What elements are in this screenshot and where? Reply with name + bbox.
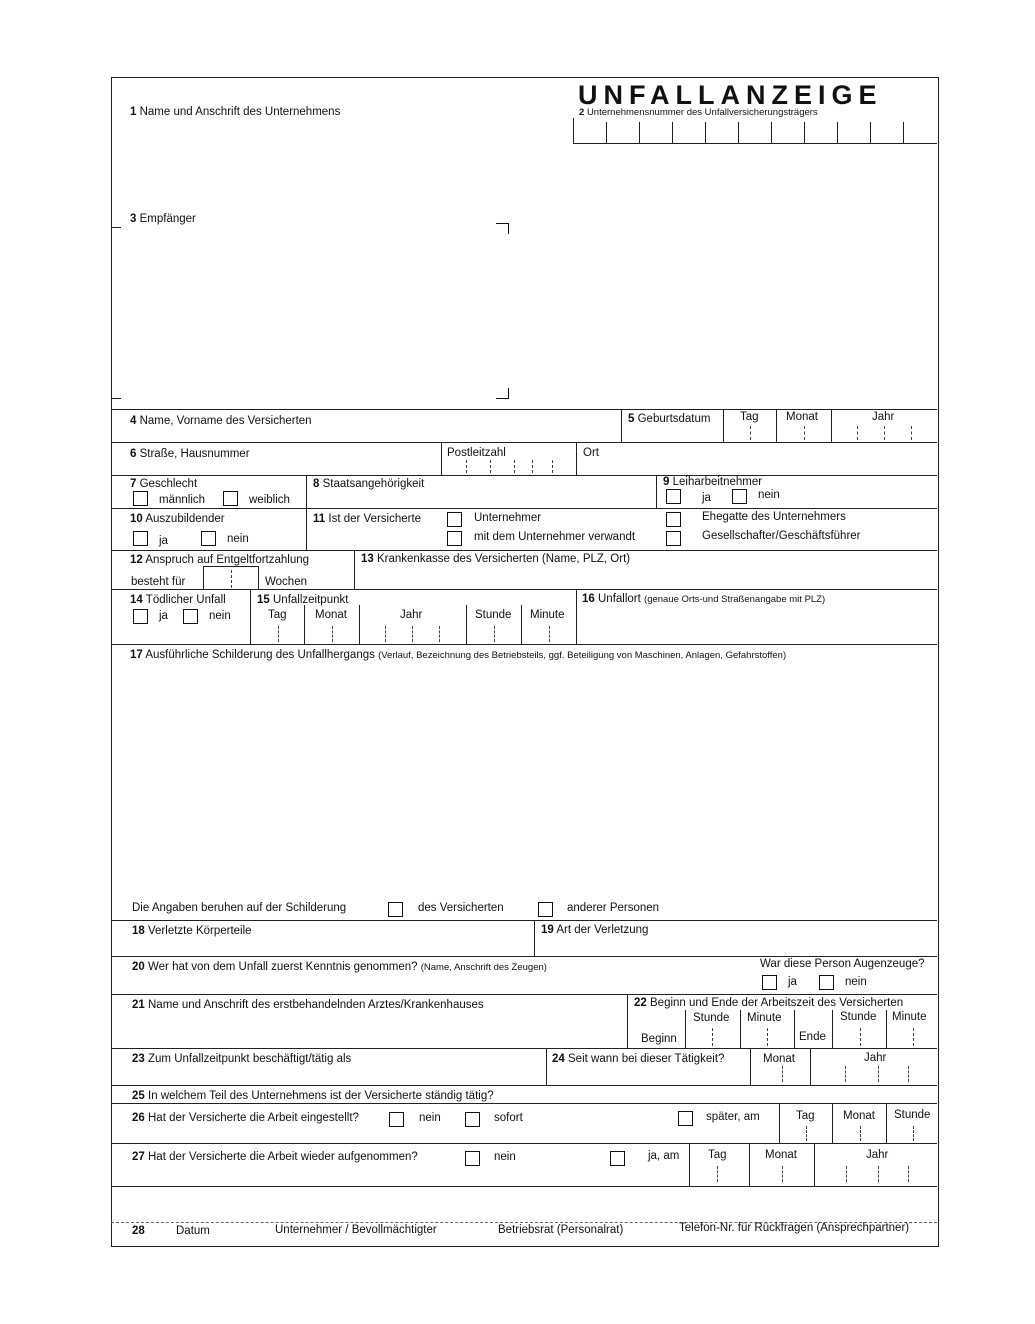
temp-worker-yes-checkbox[interactable] [666,489,681,504]
eyewitness-question: War diese Person Augenzeuge? [760,958,925,970]
accident-day-label: Tag [268,609,287,621]
stopped-hour-label: Stunde [894,1109,931,1121]
field-13-label: 13 Krankenkasse des Versicherten (Name, PLZ, Ort) [361,553,631,565]
fatal-no-label: nein [209,610,231,622]
based-on-others-checkbox[interactable] [538,902,553,917]
injury-type-input[interactable] [536,938,936,955]
city-label: Ort [583,447,599,459]
temp-worker-yes-label: ja [702,492,711,504]
resumed-yes-label: ja, am [648,1150,680,1162]
accident-time-input[interactable] [252,624,574,643]
works-council-label: Betriebsrat (Personalrat) [498,1224,624,1236]
field-27-label: 27 Hat der Versicherte die Arbeit wieder aufgenommen? [132,1151,418,1163]
work-end-input[interactable] [833,1026,936,1047]
fatal-yes-label: ja [159,610,168,622]
since-year-label: Jahr [864,1052,887,1064]
since-when-input[interactable] [751,1064,936,1084]
nationality-input[interactable] [308,491,653,507]
resumed-day-label: Tag [708,1149,727,1161]
accident-hour-label: Stunde [475,609,512,621]
resumed-yes-checkbox[interactable] [610,1151,625,1166]
field-1-label: 1 Name und Anschrift des Unternehmens [130,106,341,118]
end-hour-label: Stunde [840,1011,877,1023]
end-label: Ende [799,1031,826,1043]
phone-label: Telefon-Nr. für Rückfragen (Ansprechpartner) [679,1222,910,1234]
since-month-label: Monat [763,1053,795,1065]
stopped-day-label: Tag [796,1110,815,1122]
resumed-date-input[interactable] [690,1164,936,1185]
start-hour-label: Stunde [693,1012,730,1024]
accident-location-input[interactable] [578,608,936,643]
stopped-immediately-checkbox[interactable] [465,1112,480,1127]
entrepreneur-signature-label: Unternehmer / Bevollmächtigter [275,1224,437,1236]
doctor-input[interactable] [113,1013,625,1047]
start-minute-label: Minute [747,1012,782,1024]
entitled-for-label: besteht für [131,576,186,588]
field-6-label: 6 Straße, Hausnummer [130,448,250,460]
field-26-label: 26 Hat der Versicherte die Arbeit eingestellt? [132,1112,359,1124]
apprentice-no-checkbox[interactable] [201,531,216,546]
fatal-no-checkbox[interactable] [183,609,198,624]
eyewitness-yes-label: ja [788,976,797,988]
apprentice-no-label: nein [227,533,249,545]
accident-year-label: Jahr [400,609,423,621]
date-label: Datum [176,1225,210,1237]
entrepreneur-label: Unternehmer [474,512,542,524]
temp-worker-no-checkbox[interactable] [732,489,747,504]
birthdate-input[interactable] [724,424,936,441]
apprentice-yes-label: ja [159,535,168,547]
field-2-label: 2 Unternehmensnummer des Unfallversicherungsträgers [579,107,818,118]
work-start-input[interactable] [686,1026,793,1047]
related-label: mit dem Unternehmer verwandt [474,531,636,543]
resumed-month-label: Monat [765,1149,797,1161]
field-9-label: 9 Leiharbeitnehmer [663,476,763,488]
related-checkbox[interactable] [447,531,462,546]
insured-name-input[interactable] [113,428,618,442]
based-on-others-label: anderer Personen [567,902,660,914]
stopped-month-label: Monat [843,1110,875,1122]
male-label: männlich [159,494,206,506]
resumed-no-label: nein [494,1151,516,1163]
field-7-label: 7 Geschlecht [130,478,198,490]
accident-month-label: Monat [315,609,347,621]
birthdate-month-label: Monat [786,411,818,423]
field-5-label: 5 Geburtsdatum [628,413,711,425]
stopped-no-checkbox[interactable] [389,1112,404,1127]
field-23-label: 23 Zum Unfallzeitpunkt beschäftigt/tätig als [132,1053,352,1065]
stopped-immediately-label: sofort [494,1112,523,1124]
company-section-input[interactable] [520,1087,936,1102]
street-input[interactable] [113,461,440,474]
signature-area[interactable] [113,1188,936,1220]
entrepreneur-checkbox[interactable] [447,512,462,527]
field-22-label: 22 Beginn und Ende der Arbeitszeit des Versicherten [634,997,904,1009]
partner-checkbox[interactable] [666,531,681,546]
field-2-input[interactable] [574,118,936,143]
recipient-address-input[interactable] [130,230,510,395]
field-8-label: 8 Staatsangehörigkeit [313,478,425,490]
postal-code-label: Postleitzahl [447,447,506,459]
field-11-label: 11 Ist der Versicherte [313,513,422,525]
field-1-input[interactable] [113,122,568,212]
eyewitness-no-checkbox[interactable] [819,975,834,990]
field-10-label: 10 Auszubildender [130,513,225,525]
field-16-label: 16 Unfallort (genaue Orts-und Straßenangabe mit PLZ) [582,593,826,605]
spouse-checkbox[interactable] [666,512,681,527]
accident-description-input[interactable] [113,664,936,896]
field-15-label: 15 Unfallzeitpunkt [257,594,349,606]
fatal-yes-checkbox[interactable] [133,609,148,624]
birthdate-day-label: Tag [740,411,759,423]
based-on-label: Die Angaben beruhen auf der Schilderung [132,902,347,914]
field-14-label: 14 Tödlicher Unfall [130,594,226,606]
occupation-input[interactable] [113,1067,543,1084]
field-12-label: 12 Anspruch auf Entgeltfortzahlung [130,554,310,566]
spouse-label: Ehegatte des Unternehmers [702,511,846,523]
stopped-later-label: später, am [706,1111,760,1123]
field-21-label: 21 Name und Anschrift des erstbehandelnden Arztes/Krankenhauses [132,999,484,1011]
form-title: UNFALLANZEIGE [578,80,883,110]
health-insurance-input[interactable] [356,567,936,588]
field-25-label: 25 In welchem Teil des Unternehmens ist der Versicherte ständig tätig? [132,1090,494,1102]
city-input[interactable] [577,459,936,474]
apprentice-yes-checkbox[interactable] [133,531,148,546]
birthdate-year-label: Jahr [872,411,895,423]
male-checkbox[interactable] [133,491,148,506]
female-label: weiblich [249,494,290,506]
field-20-label: 20 Wer hat von dem Unfall zuerst Kenntnis genommen? (Name, Anschrift des Zeugen) [132,961,547,973]
resumed-no-checkbox[interactable] [465,1151,480,1166]
stopped-no-label: nein [419,1112,441,1124]
resumed-year-label: Jahr [866,1149,889,1161]
field-3-label: 3 Empfänger [130,213,196,225]
field-28-number: 28 [132,1225,145,1237]
temp-worker-no-label: nein [758,489,780,501]
weeks-label: Wochen [265,576,307,588]
stopped-later-checkbox[interactable] [678,1111,693,1126]
field-24-label: 24 Seit wann bei dieser Tätigkeit? [552,1053,725,1065]
end-minute-label: Minute [892,1011,927,1023]
field-4-label: 4 Name, Vorname des Versicherten [130,415,312,427]
injured-body-parts-input[interactable] [113,938,532,955]
postal-code-input[interactable] [442,459,575,474]
female-checkbox[interactable] [223,491,238,506]
field-18-label: 18 Verletzte Körperteile [132,925,252,937]
partner-label: Gesellschafter/Geschäftsführer [702,530,861,542]
accident-minute-label: Minute [530,609,565,621]
based-on-insured-label: des Versicherten [418,902,504,914]
eyewitness-no-label: nein [845,976,867,988]
start-label: Beginn [641,1033,677,1045]
based-on-insured-checkbox[interactable] [388,902,403,917]
field-19-label: 19 Art der Verletzung [541,924,649,936]
field-17-label: 17 Ausführliche Schilderung des Unfallhergangs (Verlauf, Bezeichnung des Betriebsteils, ggf. Beteiligung von Maschinen, Anlagen, Gefahrstoffen) [130,649,787,661]
stopped-date-input[interactable] [780,1124,936,1142]
witness-input[interactable] [113,975,753,992]
eyewitness-yes-checkbox[interactable] [762,975,777,990]
